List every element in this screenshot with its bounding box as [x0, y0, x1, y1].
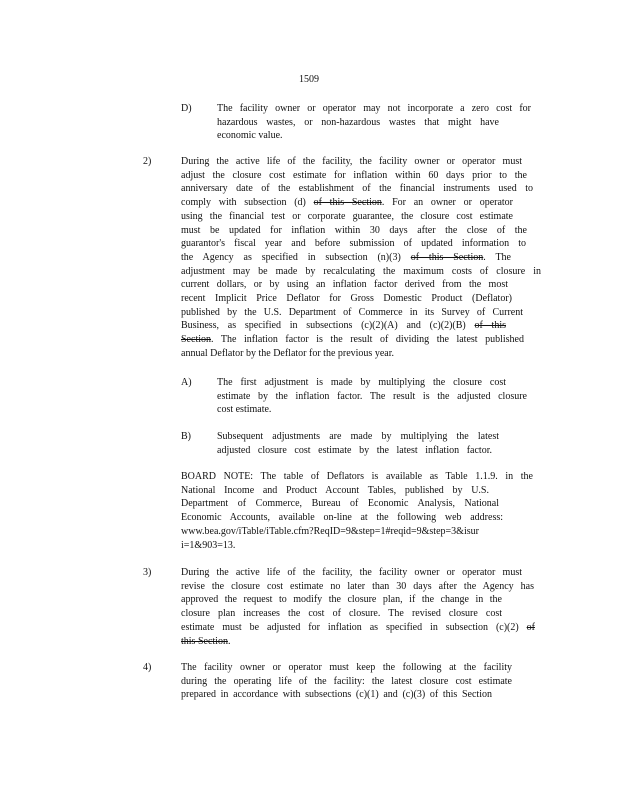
item-3-text — [181, 566, 534, 648]
item-2-text-segment: Business, as specified in subsections (c)(2)(A) and (c)(2)(B) — [181, 320, 466, 332]
item-4-line: The facility owner or operator must keep the following at the facility — [181, 662, 512, 673]
item-2-text-segment: . For an owner or operator — [381, 197, 514, 209]
board-note-line: National Income and Product Account Tables, published by U.S. — [181, 484, 489, 496]
item-2-line: must be updated for inflation within 30 days after the close of the — [181, 224, 527, 236]
item-2-text-segment: . The — [483, 251, 511, 263]
item-2-line: During the active life of the facility, the facility owner or operator must — [181, 156, 522, 167]
item-2-line — [181, 196, 513, 210]
item-a-line: The first adjustment is made by multiplying the closure cost — [217, 377, 506, 388]
item-2-line — [181, 319, 506, 333]
board-note-line: Department of Commerce, Bureau of Economic Analysis, National — [181, 498, 499, 510]
item-3-text-segment: estimate must be adjusted for inflation as specified in subsection (c)(2) — [181, 621, 519, 633]
item-3-line — [181, 621, 535, 635]
deleted-text: of this — [474, 320, 507, 332]
item-4-text — [181, 661, 512, 702]
item-b-marker: B) — [181, 431, 191, 442]
deleted-text: of — [526, 621, 535, 633]
item-a-line: estimate by the inflation factor. The result is the adjusted closure — [217, 390, 527, 402]
item-3-line: During the active life of the facility, the facility owner or operator must — [181, 567, 522, 578]
page-number: 1509 — [299, 74, 319, 85]
item-3-line — [181, 635, 534, 649]
item-2-line: annual Deflator by the Deflator for the previous year. — [181, 347, 394, 359]
board-note-line: i=1&903=13. — [181, 539, 236, 551]
item-b-text — [217, 430, 515, 457]
item-2-line: guarantor's fiscal year and before submission of updated information to — [181, 238, 526, 250]
item-3-text-segment: . — [227, 635, 231, 647]
item-2-line: recent Implicit Price Deflator for Gross Domestic Product (Deflator) — [181, 293, 512, 305]
board-note-text — [181, 470, 533, 552]
item-d-line: The facility owner or operator may not incorporate a zero cost for — [217, 103, 531, 114]
deleted-text: Section — [181, 334, 211, 346]
item-2-text-segment: comply with subsection (d) — [181, 197, 306, 209]
item-3-marker: 3) — [143, 567, 152, 578]
item-a-text — [217, 376, 527, 417]
item-a-marker: A) — [181, 377, 192, 388]
item-d-line: hazardous wastes, or non-hazardous wastes that might have — [217, 116, 499, 128]
board-note-line: Economic Accounts, available on-line at the following web address: — [181, 512, 503, 524]
item-4-marker: 4) — [143, 662, 152, 673]
deleted-text: of this Section — [313, 197, 382, 209]
item-d-text — [217, 102, 531, 143]
item-4-line: during the operating life of the facility: the latest closure cost estimate — [181, 675, 512, 687]
item-3-line: approved the request to modify the closure plan, if the change in the — [181, 594, 502, 606]
item-2-text-segment: . The inflation factor is the result of dividing the latest published — [211, 334, 524, 346]
item-d-marker: D) — [181, 103, 192, 114]
board-note-line: BOARD NOTE: The table of Deflators is available as Table 1.1.9. in the — [181, 471, 533, 482]
item-2-text-segment: the Agency as specified in subsection (n)(3) — [181, 251, 401, 263]
item-3-line: closure plan increases the cost of closure. The revised closure cost — [181, 608, 502, 620]
item-d-line: economic value. — [217, 130, 283, 142]
deleted-text: of this Section — [410, 251, 484, 263]
item-2-line — [181, 251, 511, 265]
item-3-line: revise the closure cost estimate no later than 30 days after the Agency has — [181, 580, 534, 592]
item-2-marker: 2) — [143, 156, 152, 167]
item-2-text — [181, 155, 541, 361]
item-a-line: cost estimate. — [217, 404, 272, 416]
item-2-line: published by the U.S. Department of Commerce in its Survey of Current — [181, 306, 523, 318]
item-2-line: anniversary date of the establishment of the financial instruments used to — [181, 183, 533, 195]
deleted-text: this Section — [181, 635, 228, 647]
item-2-line — [181, 333, 524, 347]
item-2-line: adjustment may be made by recalculating the maximum costs of closure in — [181, 265, 541, 277]
item-b-line: Subsequent adjustments are made by multiplying the latest — [217, 431, 499, 442]
item-2-line: using the financial test or corporate guarantee, the closure cost estimate — [181, 210, 513, 222]
item-4-line: prepared in accordance with subsections (c)(1) and (c)(3) of this Section — [181, 689, 492, 701]
board-note-line: www.bea.gov/iTable/iTable.cfm?ReqID=9&step=1#reqid=9&step=3&isur — [181, 525, 479, 537]
item-2-line: current dollars, or by using an inflation factor derived from the most — [181, 279, 508, 291]
item-b-line: adjusted closure cost estimate by the latest inflation factor. — [217, 444, 492, 456]
item-2-line: adjust the closure cost estimate for inflation within 60 days prior to the — [181, 169, 527, 181]
